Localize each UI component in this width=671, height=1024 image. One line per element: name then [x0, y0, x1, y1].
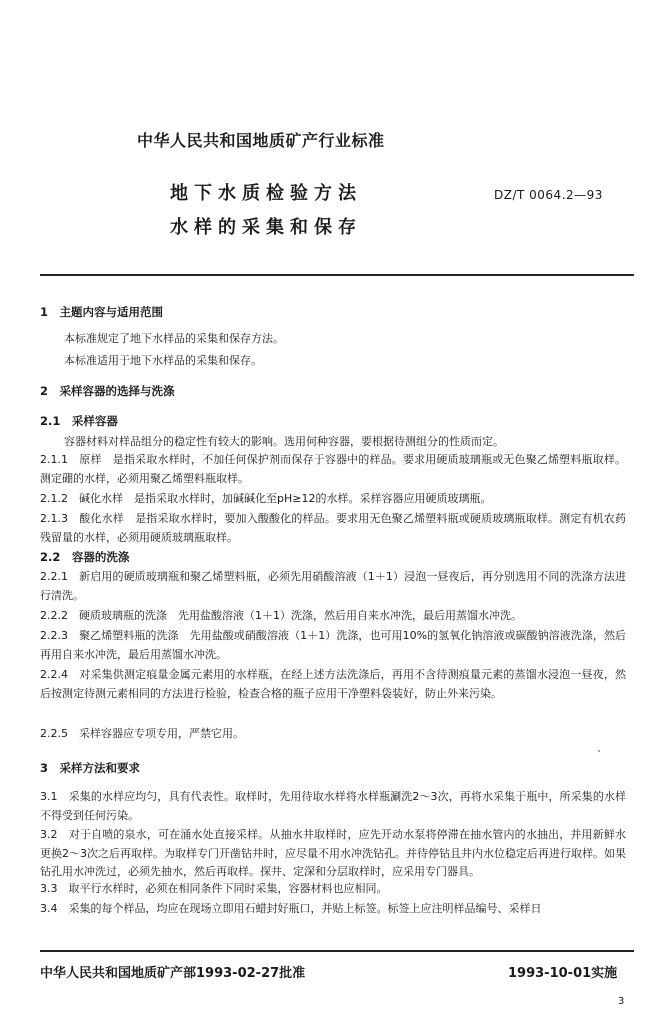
clause-2-2-3: 2.2.3 聚乙烯塑料瓶的洗涤 先用盐酸或硝酸溶液（1＋1）洗涤，也可用10%的氢氧化钠溶液或碳酸钠溶液洗涤，然后再用自来水冲洗，最后用蒸馏水冲洗。: [40, 629, 626, 661]
clause-2-2-4: 2.2.4 对采集供测定痕量金属元素用的水样瓶，在经上述方法洗涤后，再用不含待测痕量元素的蒸馏水浸泡一昼夜，然后按测定待测元素相同的方法进行检验，检查合格的瓶子应用干净塑料袋装好，防止外来污染。: [40, 668, 626, 700]
clause-3-1: 3.1 采集的水样应均匀，具有代表性。取样时，先用待取水样将水样瓶涮洗2～3次，再将水采集于瓶中，所采集的水样不得受到任何污染。: [40, 790, 626, 822]
document-title-line2: 水样的采集和保存: [170, 217, 362, 238]
clause-3-2: 3.2 对于自喷的泉水，可在涌水处直接采样。从抽水井取样时，应先开动水泵将停滞在抽水管内的水抽出，并用新鲜水更换2～3次之后再取样。为取样专门开凿钻井时，应尽量不用水冲洗钻孔。并待停钻且井内水位稳定后再进行取样。如果钻孔用水冲洗过，必须先抽水，然后再取样。探井、定深和分层取样时，应采用专门器具。: [40, 828, 626, 878]
clause-2-2-1: 2.2.1 新启用的硬质玻璃瓶和聚乙烯塑料瓶，必须先用硝酸溶液（1＋1）浸泡一昼夜后，再分别选用不同的洗涤方法进行清洗。: [40, 570, 626, 602]
page-number: 3: [618, 996, 625, 1007]
section-1-paragraph-1: 本标准规定了地下水样品的采集和保存方法。: [64, 332, 284, 345]
ministry-header: 中华人民共和国地质矿产行业标准: [137, 131, 385, 150]
clause-2-2-5: 2.2.5 采样容器应专项专用，严禁它用。: [40, 727, 244, 740]
section-1-heading: 1 主题内容与适用范围: [40, 305, 164, 319]
clause-2-2-2: 2.2.2 硬质玻璃瓶的洗涤 先用盐酸溶液（1＋1）洗涤，然后用自来水冲洗，最后用蒸馏水冲洗。: [40, 609, 522, 622]
scan-speck: [598, 750, 600, 752]
section-3-heading: 3 采样方法和要求: [40, 761, 141, 775]
effective-date: 1993-10-01实施: [508, 966, 618, 981]
clause-3-3: 3.3 取平行水样时，必须在相同条件下同时采集，容器材料也应相同。: [40, 882, 388, 895]
document-title-line1: 地下水质检验方法: [170, 183, 362, 204]
standard-code: DZ/T 0064.2—93: [494, 188, 603, 202]
section-2-1-paragraph: 容器材料对样品组分的稳定性有较大的影响。选用何种容器，要根据待测组分的性质而定。: [64, 435, 504, 448]
footer-rule: [40, 950, 634, 952]
clause-3-4: 3.4 采集的每个样品，均应在现场立即用石蜡封好瓶口，并贴上标签。标签上应注明样品编号、采样日: [40, 902, 542, 915]
clause-2-1-3: 2.1.3 酸化水样 是指采取水样时，要加入酸酸化的样品。要求用无色聚乙烯塑料瓶或硬质玻璃瓶取样。测定有机农药残留量的水样，必须用硬质玻璃瓶取样。: [40, 512, 626, 544]
section-2-2-heading: 2.2 容器的洗涤: [40, 550, 130, 564]
section-1-paragraph-2: 本标准适用于地下水样品的采集和保存。: [64, 354, 262, 367]
header-rule: [40, 274, 634, 276]
clause-2-1-1: 2.1.1 原样 是指采取水样时，不加任何保护剂而保存于容器中的样品。要求用硬质玻璃瓶或无色聚乙烯塑料瓶取样。测定硼的水样，必须用聚乙烯塑料瓶取样。: [40, 453, 626, 485]
section-2-1-heading: 2.1 采样容器: [40, 414, 118, 428]
clause-2-1-2: 2.1.2 碱化水样 是指采取水样时，加碱碱化至pH≥12的水样。采样容器应用硬质玻璃瓶。: [40, 492, 492, 505]
approval-note: 中华人民共和国地质矿产部1993-02-27批准: [40, 966, 306, 981]
section-2-heading: 2 采样容器的选择与洗涤: [40, 384, 175, 398]
